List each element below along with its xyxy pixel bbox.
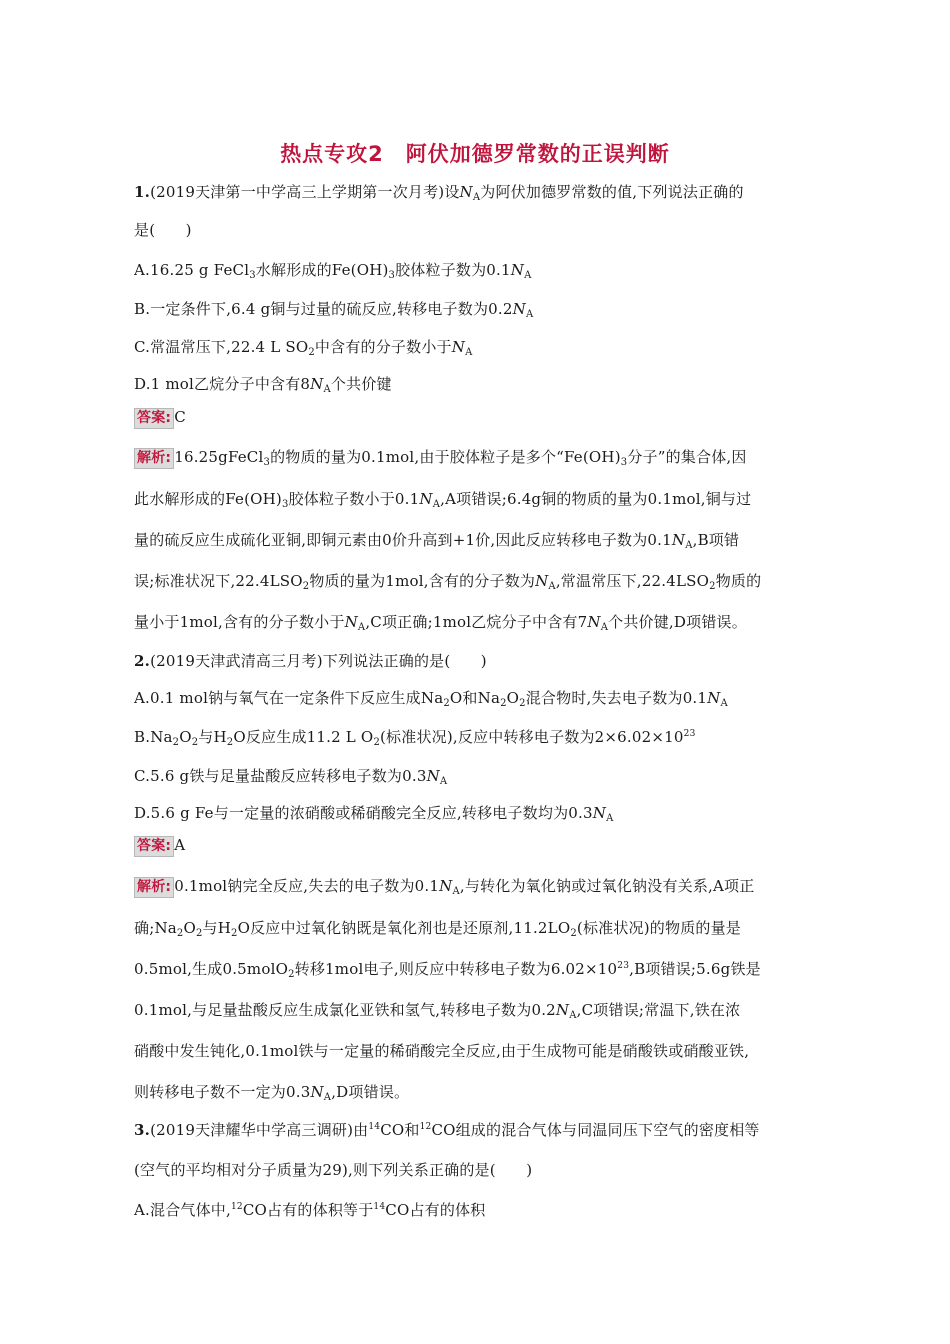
- q2-answer-value: A: [174, 836, 186, 854]
- q2-explanation-line2: 确$;Na_2O_2$与$H_2O$反应中过氧化钠既是氧化剂也是还原剂$,11.2LO_2$(标准状况)的物质的量是: [134, 919, 741, 939]
- answer-label: 答案:: [134, 836, 174, 857]
- q1-explanation-line2: 此水解形成的$Fe(OH)_3$胶体粒子数小于$0.1N_A,A$项错误;6.4g铜的物质的量为0.1mol,铜与过: [134, 490, 752, 510]
- q1-explanation-line4: 误;标准状况下$,22.4LSO_2$物质的量为1mol,含有的分子数为$N_A$,常温常压下$,22.4LSO_2$物质的: [134, 572, 762, 592]
- answer-label: 答案:: [134, 408, 174, 429]
- q1-stem-line2: 是( ): [134, 221, 192, 239]
- q2-option-b: $B.Na_2O_2$与$H_2O$反应生成11.2 L $O_2$(标准状况),反应中转移电子数为$2\times 6.02\times 10^{23}$: [134, 728, 696, 748]
- q1-option-a: A.16.25 g FeCl$_3$水解形成的$Fe(OH)_3$胶体粒子数为$0.1N_A$: [134, 261, 532, 281]
- page-title: 热点专攻2 阿伏加德罗常数的正误判断: [280, 142, 670, 166]
- q2-explanation-line3: 0.5mol,生成0.5molO$_2$转移1mol电子,则反应中转移电子数为$6.02\times 10^{23},B$项错误;5.6g铁是: [134, 960, 761, 980]
- q1-option-d: D.1 mol乙烷分子中含有$8N_A$个共价键: [134, 375, 392, 395]
- q2-explanation-line5: 硝酸中发生钝化,0.1mol铁与一定量的稀硝酸完全反应,由于生成物可能是硝酸铁或硝酸亚铁,: [134, 1042, 750, 1060]
- q2-answer: [134, 836, 185, 857]
- q3-stem-line2: (空气的平均相对分子质量为29),则下列关系正确的是( ): [134, 1161, 533, 1179]
- q2-stem: 2.(2019天津武清高三月考)下列说法正确的是( ): [134, 652, 487, 670]
- q3-number: 3.: [134, 1121, 151, 1139]
- q1-option-c: C.常温常压下,22.4 L $SO_2$中含有的分子数小于$N_A$: [134, 338, 473, 358]
- q2-explanation-line6: 则转移电子数不一定为$0.3N_A,D$项错误。: [134, 1083, 410, 1103]
- q3-option-a: A.混合气体中,$^{12}$CO占有的体积等于$^{14}$CO占有的体积: [134, 1201, 486, 1219]
- na-symbol: N: [459, 183, 473, 201]
- q2-explanation-line4: 0.1mol,与足量盐酸反应生成氯化亚铁和氢气,转移电子数为$0.2N_A,C$项错误;常温下,铁在浓: [134, 1001, 741, 1021]
- q2-option-d: D.5.6 g Fe与一定量的浓硝酸或稀硝酸完全反应,转移电子数均为$0.3N_A$: [134, 804, 614, 824]
- q1-number: 1.: [134, 183, 151, 201]
- q1-explanation-line1: 解析: 16.25gFeCl$_3$的物质的量为0.1mol,由于胶体粒子是多个“$Fe(OH)_3$分子”的集合体,因: [134, 446, 747, 469]
- q2-option-c: C.5.6 g铁与足量盐酸反应转移电子数为$0.3N_A$: [134, 767, 448, 787]
- q2-explanation-line1: 解析: 0.1mol钠完全反应,失去的电子数为$0.1N_A$,与转化为氧化钠或过氧化钠没有关系,A项正: [134, 875, 754, 898]
- analysis-label: 解析:: [134, 448, 174, 469]
- q1-answer-value: C: [174, 408, 186, 426]
- q2-number: 2.: [134, 652, 151, 670]
- q1-stem-line1: 1.(2019天津第一中学高三上学期第一次月考)设$N_A$为阿伏加德罗常数的值,下列说法正确的: [134, 183, 744, 203]
- q1-explanation-line3: 量的硫反应生成硫化亚铜,即铜元素由0价升高到+1价,因此反应转移电子数为$0.1N_A,B$项错: [134, 531, 740, 551]
- q1-option-b: B.一定条件下,6.4 g铜与过量的硫反应,转移电子数为$0.2N_A$: [134, 300, 534, 320]
- q3-stem-line1: 3.(2019天津耀华中学高三调研)由$^{14}$CO和$^{12}$CO组成的混合气体与同温同压下空气的密度相等: [134, 1121, 760, 1139]
- q1-explanation-line5: 量小于1mol,含有的分子数小于$N_A,C$项正确;1mol乙烷分子中含有$7N_A$个共价键,D项错误。: [134, 613, 747, 633]
- q1-answer: [134, 408, 186, 429]
- q2-option-a: A.0.1 mol钠与氧气在一定条件下反应生成$Na_2O$和$Na_2O_2$混合物时,失去电子数为$0.1N_A$: [134, 689, 728, 709]
- analysis-label: 解析:: [134, 877, 174, 898]
